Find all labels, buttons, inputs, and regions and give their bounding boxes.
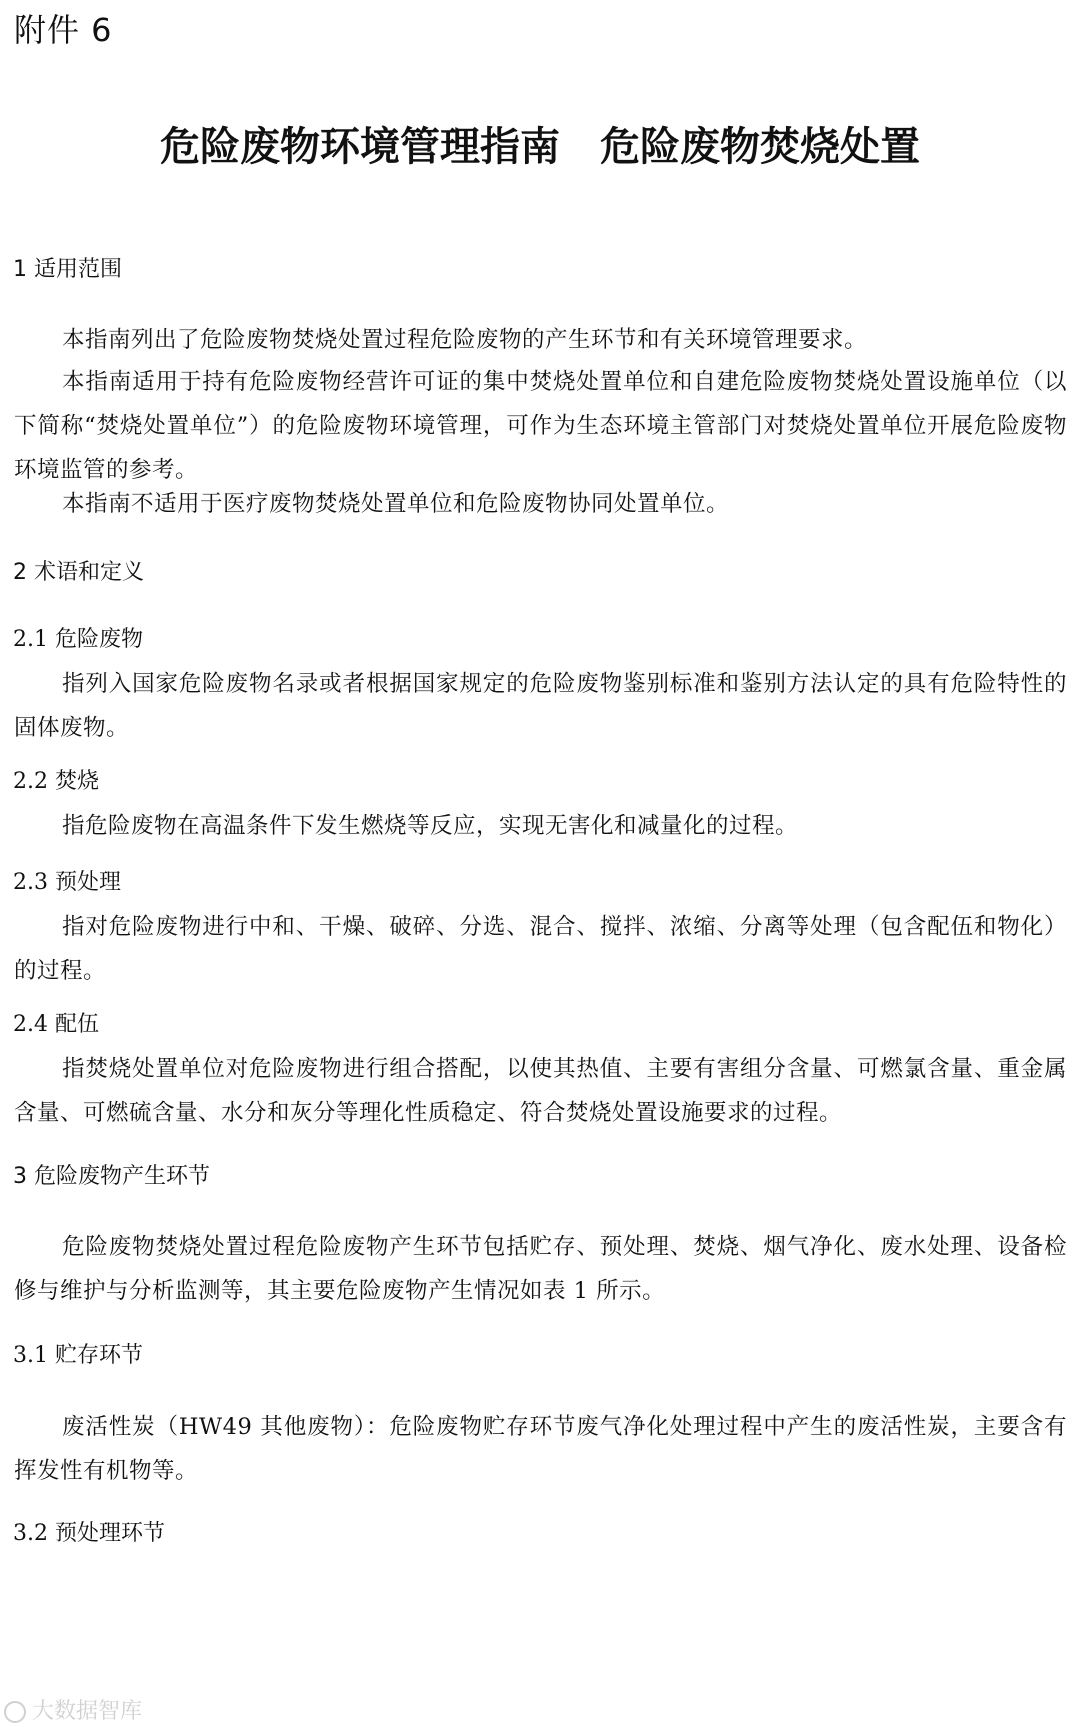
term-2-1-definition: 指列入国家危险废物名录或者根据国家规定的危险废物鉴别标准和鉴别方法认定的具有危险特性的固体废物。	[14, 671, 1067, 741]
watermark	[4, 1698, 142, 1726]
subsection-3-2-heading: 3.2 预处理环节	[13, 1521, 165, 1546]
section-1-paragraph-3: 本指南不适用于医疗废物焚烧处置单位和危险废物协同处置单位。	[62, 491, 730, 517]
term-2-2-definition: 指危险废物在高温条件下发生燃烧等反应，实现无害化和减量化的过程。	[62, 813, 799, 839]
term-2-4-heading: 2.4 配伍	[13, 1012, 99, 1037]
section-3-paragraph: 危险废物焚烧处置过程危险废物产生环节包括贮存、预处理、焚烧、烟气净化、废水处理、设备检修与维护与分析监测等，其主要危险废物产生情况如表 1 所示。	[14, 1234, 1067, 1304]
term-2-4-definition: 指焚烧处置单位对危险废物进行组合搭配，以使其热值、主要有害组分含量、可燃氯含量、重金属含量、可燃硫含量、水分和灰分等理化性质稳定、符合焚烧处置设施要求的过程。	[14, 1056, 1067, 1126]
watermark-logo-icon	[4, 1701, 26, 1723]
term-2-3-definition: 指对危险废物进行中和、干燥、破碎、分选、混合、搅拌、浓缩、分离等处理（包含配伍和物化）的过程。	[14, 914, 1067, 984]
section-2-heading: 2 术语和定义	[13, 560, 144, 585]
term-2-2-heading: 2.2 焚烧	[13, 769, 99, 794]
section-1-paragraph-1: 本指南列出了危险废物焚烧处置过程危险废物的产生环节和有关环境管理要求。	[62, 327, 868, 353]
term-2-1-heading: 2.1 危险废物	[13, 627, 143, 652]
term-2-3-heading: 2.3 预处理	[13, 870, 121, 895]
document-title: 危险废物环境管理指南 危险废物焚烧处置	[160, 124, 920, 170]
subsection-3-1-heading: 3.1 贮存环节	[13, 1343, 143, 1368]
subsection-3-1-text: 废活性炭（HW49 其他废物）：危险废物贮存环节废气净化处理过程中产生的废活性炭，主要含有挥发性有机物等。	[14, 1414, 1067, 1484]
section-1-heading: 1 适用范围	[13, 257, 122, 282]
watermark-text: 大数据智库	[32, 1699, 143, 1724]
section-1-paragraph-2: 本指南适用于持有危险废物经营许可证的集中焚烧处置单位和自建危险废物焚烧处置设施单位（以下简称“焚烧处置单位”）的危险废物环境管理，可作为生态环境主管部门对焚烧处置单位开展危险废物环境监管的参考。	[14, 369, 1067, 483]
section-3-heading: 3 危险废物产生环节	[13, 1164, 210, 1189]
annex-label: 附件 6	[14, 11, 113, 49]
